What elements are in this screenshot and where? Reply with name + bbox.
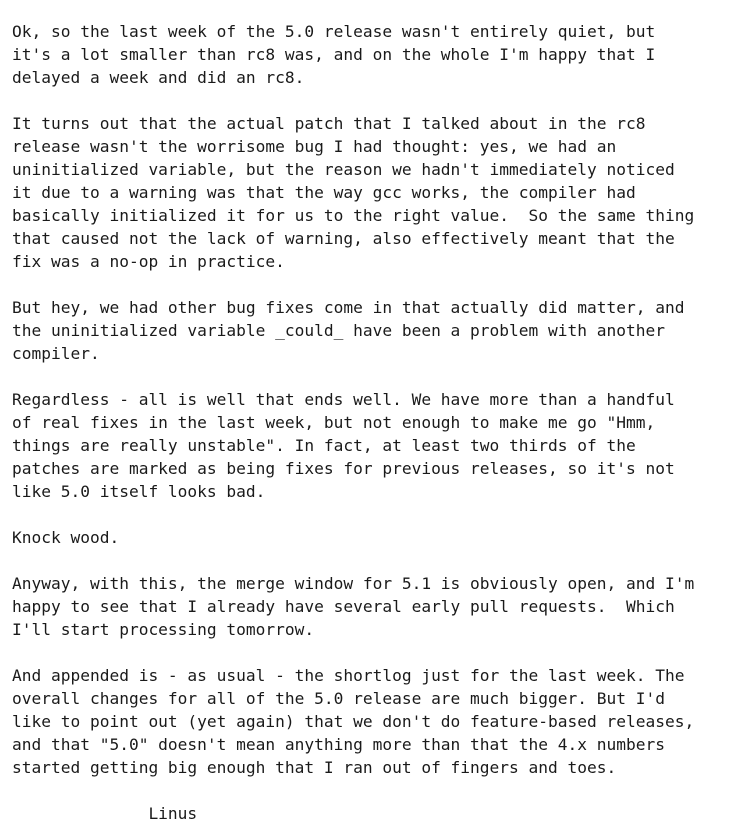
message-line: the uninitialized variable _could_ have been a problem with another <box>12 321 665 340</box>
message-line: basically initialized it for us to the right value. So the same thing <box>12 206 695 225</box>
message-paragraph <box>12 20 739 89</box>
message-line: and that "5.0" doesn't mean anything more than that the 4.x numbers <box>12 735 665 754</box>
signature: Linus <box>12 804 198 823</box>
message-line: it's a lot smaller than rc8 was, and on the whole I'm happy that I <box>12 45 656 64</box>
message-line: that caused not the lack of warning, also effectively meant that the <box>12 229 675 248</box>
message-line: things are really unstable". In fact, at least two thirds of the <box>12 436 636 455</box>
message-line: And appended is - as usual - the shortlog just for the last week. The <box>12 666 685 685</box>
message-line: uninitialized variable, but the reason we hadn't immediately noticed <box>12 160 675 179</box>
message-line: fix was a no-op in practice. <box>12 252 285 271</box>
message-line: like 5.0 itself looks bad. <box>12 482 266 501</box>
message-line: release wasn't the worrisome bug I had thought: yes, we had an <box>12 137 617 156</box>
message-paragraph <box>12 388 739 503</box>
message-paragraphs <box>12 20 739 779</box>
message-line: overall changes for all of the 5.0 release are much bigger. But I'd <box>12 689 665 708</box>
message-line: It turns out that the actual patch that I talked about in the rc8 <box>12 114 646 133</box>
message-line: started getting big enough that I ran out of fingers and toes. <box>12 758 617 777</box>
message-line: delayed a week and did an rc8. <box>12 68 305 87</box>
message-line: like to point out (yet again) that we don't do feature-based releases, <box>12 712 695 731</box>
message-line: it due to a warning was that the way gcc works, the compiler had <box>12 183 636 202</box>
message-line: patches are marked as being fixes for previous releases, so it's not <box>12 459 675 478</box>
message-line: compiler. <box>12 344 100 363</box>
message-line: But hey, we had other bug fixes come in that actually did matter, and <box>12 298 685 317</box>
message-line: Ok, so the last week of the 5.0 release wasn't entirely quiet, but <box>12 22 656 41</box>
message-paragraph <box>12 572 739 641</box>
message-line: Anyway, with this, the merge window for 5.1 is obviously open, and I'm <box>12 574 695 593</box>
message-paragraph <box>12 526 739 549</box>
message-line: Regardless - all is well that ends well. We have more than a handful <box>12 390 675 409</box>
message-line: of real fixes in the last week, but not enough to make me go "Hmm, <box>12 413 656 432</box>
message-paragraph <box>12 664 739 779</box>
message-line: I'll start processing tomorrow. <box>12 620 315 639</box>
message-line: Knock wood. <box>12 528 120 547</box>
message-paragraph <box>12 296 739 365</box>
message-paragraph <box>12 112 739 273</box>
message-line: happy to see that I already have several early pull requests. Which <box>12 597 675 616</box>
